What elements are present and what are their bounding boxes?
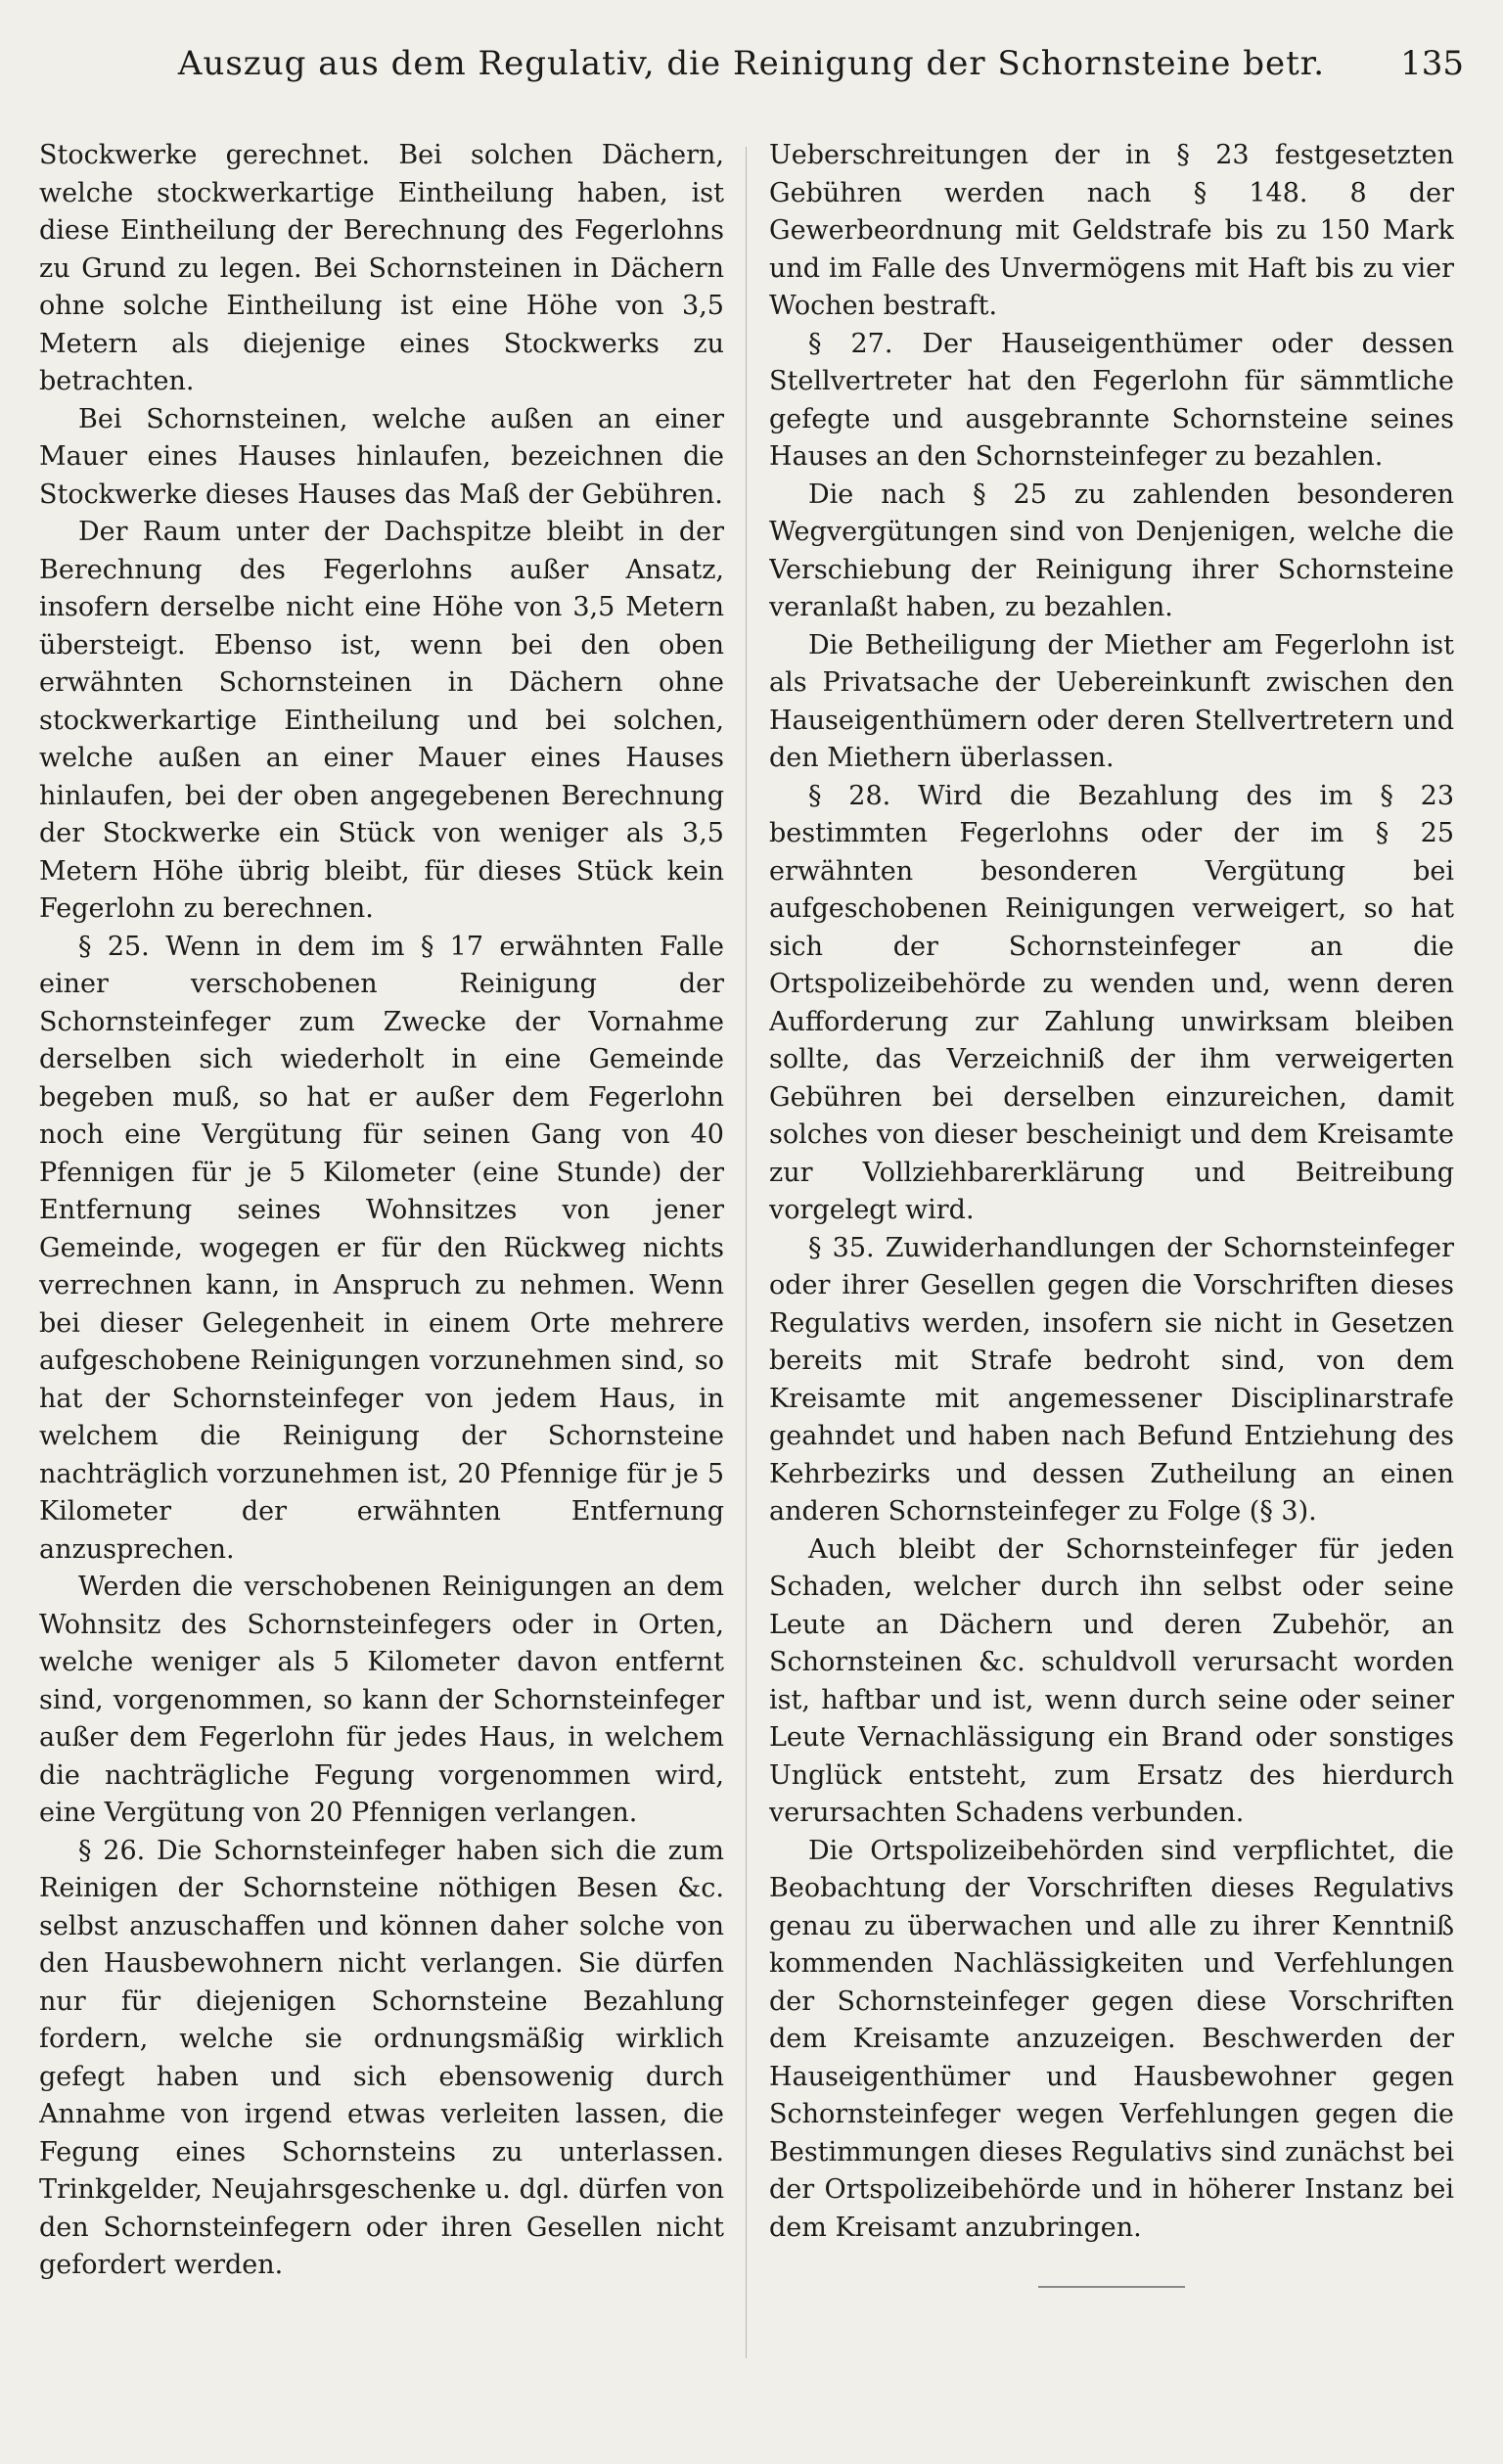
paragraph: Bei Schornsteinen, welche außen an einer Mauer eines Hauses hinlaufen, bezeichnen die Stockwerke dieses Hauses das Maß der Gebühren.	[39, 403, 724, 510]
column-divider	[746, 147, 747, 2358]
paragraph: Werden die verschobenen Reinigungen an dem Wohnsitz des Schornsteinfegers oder in Orten, welche weniger als 5 Kilometer davon entfernt sind, vorgenommen, so kann der Schornsteinfeger außer dem Fegerlohn für jedes Haus, in welchem die nachträgliche Fegung vorgenommen wird, eine Vergütung von 20 Pfennigen verlangen.	[39, 1572, 724, 1828]
paragraph: Die nach § 25 zu zahlenden besonderen Wegvergütungen sind von Denjenigen, welche die Verschiebung der Reinigung ihrer Schornsteine veranlaßt haben, zu bezahlen.	[769, 479, 1454, 622]
paragraph: Die Ortspolizeibehörden sind verpflichtet, die Beobachtung der Vorschriften dieses Regulativs genau zu überwachen und alle zu ihrer Kenntniß kommenden Nachlässigkeiten und Verfehlungen der Schornsteinfeger gegen diese Vorschriften dem Kreisamte anzuzeigen. Beschwerden der Hauseigenthümer und Hausbewohner gegen Schornsteinfeger wegen Verfehlungen gegen die Bestimmungen dieses Regulativs sind zunächst bei der Ortspolizeibehörde und in höherer Instanz bei dem Kreisamt anzubringen.	[769, 1835, 1454, 2243]
paragraph-section-25: § 25. Wenn in dem im § 17 erwähnten Falle einer verschobenen Reinigung der Schornsteinfeger zum Zwecke der Vornahme derselben sich wiederholt in eine Gemeinde begeben muß, so hat er außer dem Fegerlohn noch eine Vergütung für seinen Gang von 40 Pfennigen für je 5 Kilometer (eine Stunde) der Entfernung seines Wohnsitzes von jener Gemeinde, wogegen er für den Rückweg nichts verrechnen kann, in Anspruch zu nehmen. Wenn bei dieser Gelegenheit in einem Orte mehrere aufgeschobene Reinigungen vorzunehmen sind, so hat der Schornsteinfeger von jedem Haus, in welchem die Reinigung der Schornsteine nachträglich vorzunehmen ist, 20 Pfennige für je 5 Kilometer der erwähnten Entfernung anzusprechen.	[39, 931, 724, 1565]
right-column	[769, 137, 1454, 2388]
paragraph: Auch bleibt der Schornsteinfeger für jeden Schaden, welcher durch ihn selbst oder seine Leute an Dächern und deren Zubehör, an Schornsteinen &c. schuldvoll verursacht worden ist, haftbar und ist, wenn durch seine oder seiner Leute Vernachlässigung ein Brand oder sonstiges Unglück entsteht, zum Ersatz des hierdurch verursachten Schadens verbunden.	[769, 1533, 1454, 1828]
paragraph-section-35: § 35. Zuwiderhandlungen der Schornsteinfeger oder ihrer Gesellen gegen die Vorschriften dieses Regulativs werden, insofern sie nicht in Gesetzen bereits mit Strafe bedroht sind, von dem Kreisamte mit angemessener Disciplinarstrafe geahndet und haben nach Befund Entziehung des Kehrbezirks und dessen Zutheilung an einen anderen Schornsteinfeger zu Folge (§ 3).	[769, 1232, 1454, 1527]
header-title: Auszug aus dem Regulativ, die Reinigung der Schornsteine betr.	[177, 44, 1326, 83]
paragraph-section-27: § 27. Der Hauseigenthümer oder dessen Stellvertreter hat den Fegerlohn für sämmtliche gefegte und ausgebrannte Schornsteine seines Hauses an den Schornsteinfeger zu bezahlen.	[769, 328, 1454, 472]
running-header	[39, 39, 1464, 88]
paragraph-section-28: § 28. Wird die Bezahlung des im § 23 bestimmten Fegerlohns oder der im § 25 erwähnten besonderen Vergütung bei aufgeschobenen Reinigungen verweigert, so hat sich der Schornsteinfeger an die Ortspolizeibehörde zu wenden und, wenn deren Aufforderung zur Zahlung unwirksam bleiben sollte, das Verzeichniß der ihm verweigerten Gebühren bei derselben einzureichen, damit solches von dieser bescheinigt und dem Kreisamte zur Vollziehbarerklärung und Beitreibung vorgelegt wird.	[769, 780, 1454, 1225]
page-number: 135	[1400, 44, 1464, 83]
paragraph: Die Betheiligung der Miether am Fegerlohn ist als Privatsache der Uebereinkunft zwischen den Hauseigenthümern oder deren Stellvertretern und den Miethern überlassen.	[769, 629, 1454, 773]
paragraph-section-26: § 26. Die Schornsteinfeger haben sich die zum Reinigen der Schornsteine nöthigen Besen &c. selbst anzuschaffen und können daher solche von den Hausbewohnern nicht verlangen. Sie dürfen nur für diejenigen Schornsteine Bezahlung fordern, welche sie ordnungsmäßig wirklich gefegt haben und sich ebensowenig durch Annahme von irgend etwas verleiten lassen, die Fegung eines Schornsteins zu unterlassen. Trinkgelder, Neujahrsgeschenke u. dgl. dürfen von den Schornsteinfegern oder ihren Gesellen nicht gefordert werden.	[39, 1835, 724, 2280]
paragraph: Stockwerke gerechnet. Bei solchen Dächern, welche stockwerkartige Eintheilung haben, ist diese Eintheilung der Berechnung des Fegerlohns zu Grund zu legen. Bei Schornsteinen in Dächern ohne solche Eintheilung ist eine Höhe von 3,5 Metern als diejenige eines Stockwerks zu betrachten.	[39, 140, 724, 396]
left-column	[39, 137, 724, 2388]
paragraph: Ueberschreitungen der in § 23 festgesetzten Gebühren werden nach § 148. 8 der Gewerbeordnung mit Geldstrafe bis zu 150 Mark und im Falle des Unvermögens mit Haft bis zu vier Wochen bestraft.	[769, 140, 1454, 321]
paragraph: Der Raum unter der Dachspitze bleibt in der Berechnung des Fegerlohns außer Ansatz, insofern derselbe nicht eine Höhe von 3,5 Metern übersteigt. Ebenso ist, wenn bei den oben erwähnten Schornsteinen in Dächern ohne stockwerkartige Eintheilung und bei solchen, welche außen an einer Mauer eines Hauses hinlaufen, bei der oben angegebenen Berechnung der Stockwerke ein Stück von weniger als 3,5 Metern Höhe übrig bleibt, für dieses Stück kein Fegerlohn zu berechnen.	[39, 517, 724, 924]
end-rule	[1038, 2286, 1185, 2288]
